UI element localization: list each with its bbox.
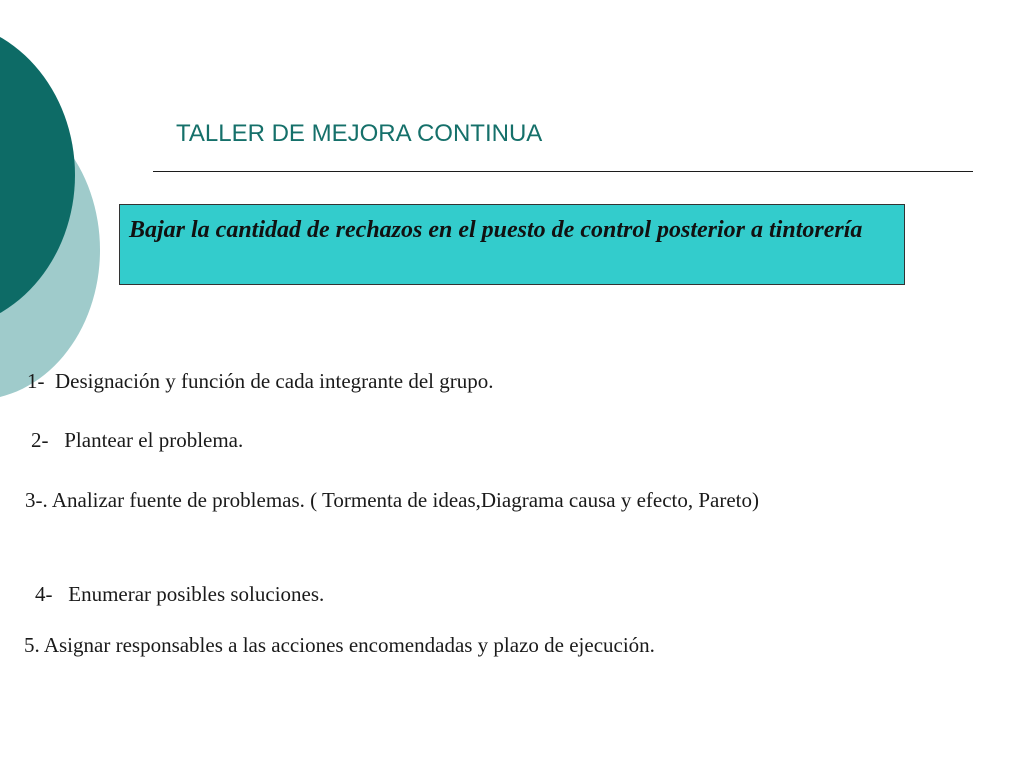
objective-box [119,204,905,285]
step-item-3: 3-. Analizar fuente de problemas. ( Tormenta de ideas,Diagrama causa y efecto, Pareto) [25,488,759,512]
objective-text: Bajar la cantidad de rechazos en el puesto de control posterior a tintorería [129,217,863,243]
step-item-4: 4- Enumerar posibles soluciones. [35,582,325,606]
step-item-1: 1- Designación y función de cada integrante del grupo. [27,369,494,393]
step-item-2: 2- Plantear el problema. [31,428,244,452]
step-item-5: 5. Asignar responsables a las acciones encomendadas y plazo de ejecución. [24,633,655,657]
slide-title: TALLER DE MEJORA CONTINUA [176,120,543,147]
title-divider [153,171,973,172]
